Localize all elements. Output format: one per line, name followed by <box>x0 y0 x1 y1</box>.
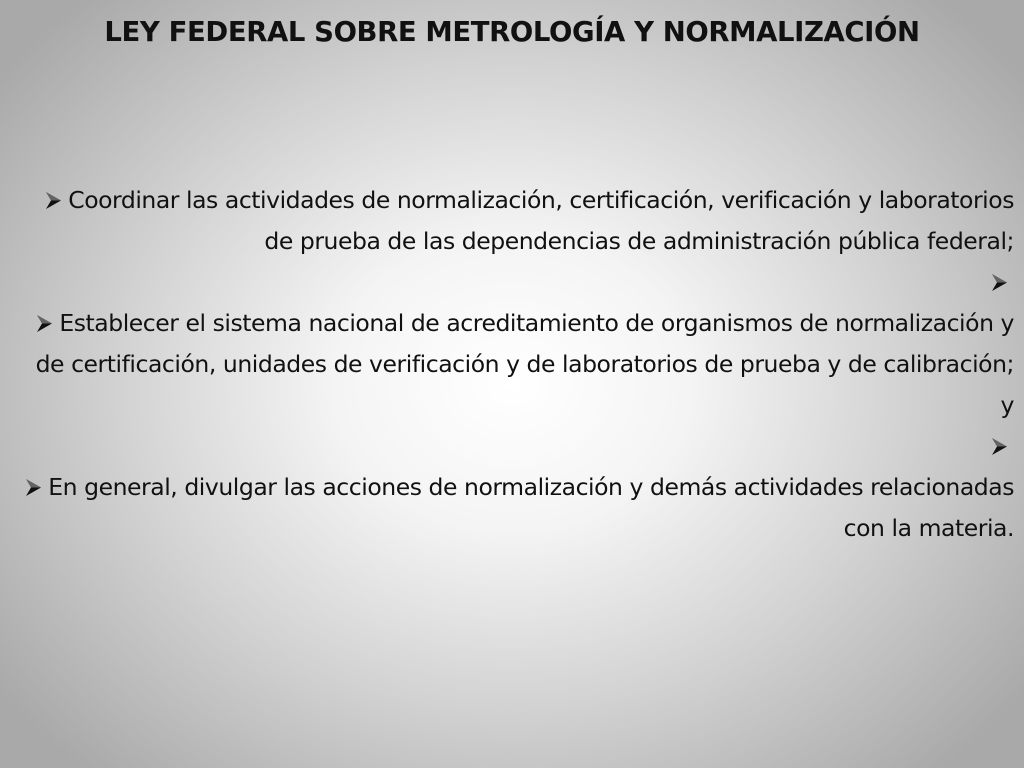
bullet-item <box>16 467 1014 549</box>
bullet-item <box>16 303 1014 426</box>
bullet-item-text: Coordinar las actividades de normalización, certificación, verificación y laboratorios de prueba de las dependencias de administración pública federal; <box>68 186 1014 255</box>
arrowhead-bullet-icon <box>991 437 1008 456</box>
bullet-item <box>16 262 1014 303</box>
arrowhead-bullet-icon <box>36 314 53 333</box>
bullet-item-text: Establecer el sistema nacional de acreditamiento de organismos de normalización y de certificación, unidades de verificación y de laboratorios de prueba y de calibración; y <box>35 309 1014 419</box>
slide-title: LEY FEDERAL SOBRE METROLOGÍA Y NORMALIZACIÓN <box>104 16 920 48</box>
arrowhead-bullet-icon <box>45 191 62 210</box>
arrowhead-bullet-icon <box>25 478 42 497</box>
bullet-item <box>16 426 1014 467</box>
arrowhead-bullet-icon <box>991 273 1008 292</box>
bullet-item-text: En general, divulgar las acciones de normalización y demás actividades relacionadas con la materia. <box>48 473 1014 542</box>
bullet-item <box>16 180 1014 262</box>
bullet-list <box>16 180 1014 549</box>
